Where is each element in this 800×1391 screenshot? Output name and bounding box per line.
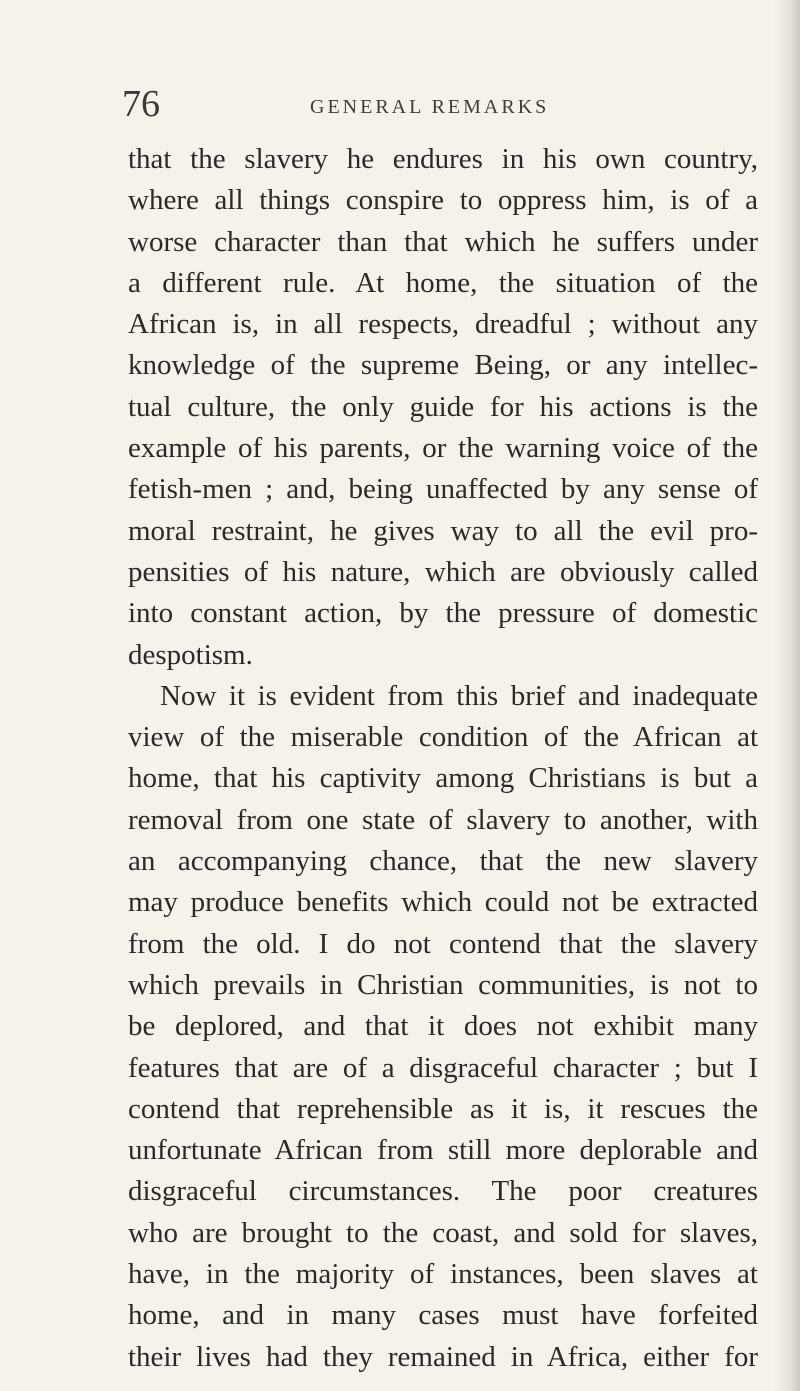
text-line: into constant action, by the pressure of domestic: [128, 597, 758, 630]
text-line: worse character than that which he suffers under: [128, 225, 758, 258]
text-line: African is, in all respects, dreadful ; without any: [128, 308, 758, 341]
text-line: home, and in many cases must have forfeited: [128, 1299, 758, 1332]
text-line: unfortunate African from still more deplorable and: [128, 1134, 758, 1167]
text-line: where all things conspire to oppress him, is of a: [128, 184, 758, 217]
text-line: removal from one state of slavery to another, with: [128, 803, 758, 836]
text-line: despotism.: [128, 638, 253, 671]
text-line: who are brought to the coast, and sold for slaves,: [128, 1216, 758, 1249]
text-line: a different rule. At home, the situation of the: [128, 266, 758, 299]
text-line: be deplored, and that it does not exhibit many: [128, 1010, 758, 1043]
text-line: have, in the majority of instances, been slaves at: [128, 1258, 758, 1291]
text-line: Now it is evident from this brief and inadequate: [160, 679, 758, 712]
text-line: tual culture, the only guide for his actions is the: [128, 390, 758, 423]
page-edge-shadow: [774, 0, 800, 1391]
text-line: may produce benefits which could not be extracted: [128, 886, 758, 919]
text-line: view of the miserable condition of the African at: [128, 721, 758, 754]
text-line: fetish-men ; and, being unaffected by any sense of: [128, 473, 758, 506]
running-head: GENERAL REMARKS: [310, 96, 550, 118]
text-line: pensities of his nature, which are obviously called: [128, 555, 758, 588]
text-line: example of his parents, or the warning voice of the: [128, 432, 758, 465]
text-line: features that are of a disgraceful character ; but I: [128, 1051, 758, 1084]
text-line: their lives had they remained in Africa, either for: [128, 1340, 758, 1373]
text-line: knowledge of the supreme Being, or any intellec-: [128, 349, 758, 382]
text-line: that the slavery he endures in his own country,: [128, 143, 758, 175]
text-line: from the old. I do not contend that the slavery: [128, 927, 758, 960]
text-line: disgraceful circumstances. The poor creatures: [128, 1175, 758, 1208]
text-line: an accompanying chance, that the new slavery: [128, 845, 758, 878]
text-line: contend that reprehensible as it is, it rescues the: [128, 1092, 758, 1125]
page-header: [122, 84, 762, 124]
text-line: moral restraint, he gives way to all the evil pro-: [128, 514, 758, 547]
text-line: which prevails in Christian communities, is not to: [128, 968, 758, 1001]
text-line: home, that his captivity among Christians is but a: [128, 762, 758, 795]
body-text: [128, 139, 758, 1378]
page-number: 76: [122, 83, 160, 125]
